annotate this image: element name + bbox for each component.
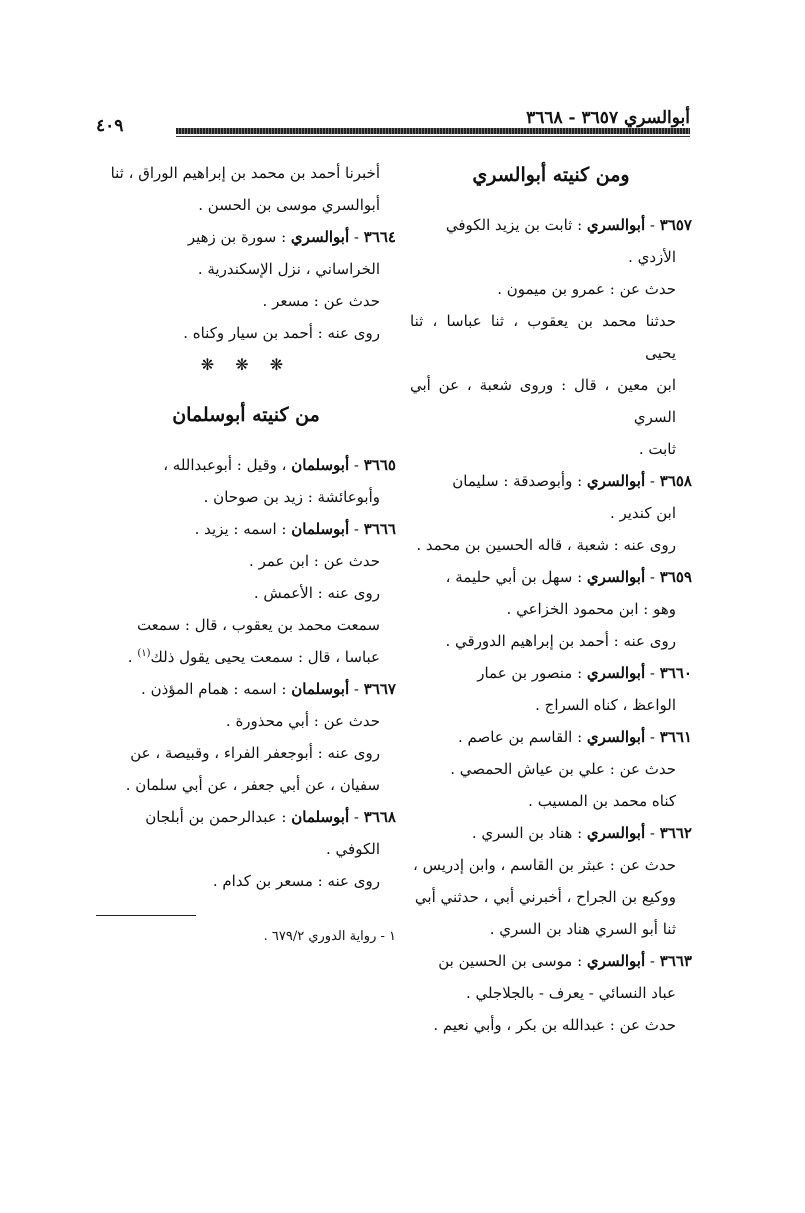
entry-name: أبوالسري xyxy=(586,472,646,490)
line-text: سفيان ، عن أبي جعفر ، عن أبي سلمان . xyxy=(125,776,380,794)
entry-line: ٣٦٥٨ - أبوالسري : وأبوصدقة : سليمان xyxy=(452,472,692,490)
line-text: حدث عن : عبدالله بن بكر ، وأبي نعيم . xyxy=(433,1016,676,1034)
line-text: سمعت محمد بن يعقوب ، قال : سمعت xyxy=(136,616,380,634)
text-line xyxy=(410,369,692,433)
line-text: : ثابت بن يزيد الكوفي xyxy=(445,216,587,234)
text-line xyxy=(410,753,692,785)
line-text: : سهل بن أبي حليمة ، xyxy=(445,568,587,586)
entry-name: أبوالسري xyxy=(586,824,646,842)
entry-number: ٣٦٦٢ xyxy=(659,824,692,842)
header-rule xyxy=(176,128,690,134)
text-line xyxy=(96,189,396,221)
entry-number: ٣٦٦١ xyxy=(659,728,692,746)
line-text: أبوالسري موسى بن الحسن . xyxy=(198,196,380,214)
text-line xyxy=(410,593,692,625)
line-text: كناه محمد بن المسيب . xyxy=(528,792,676,810)
entry-number: ٣٦٦٨ xyxy=(363,808,396,826)
text-line xyxy=(410,689,692,721)
line-text: الأزدي . xyxy=(628,248,676,266)
line-text: : منصور بن عمار xyxy=(477,664,587,682)
text-line xyxy=(96,641,396,673)
entry-name: أبوالسري xyxy=(586,728,646,746)
text-line xyxy=(410,1009,692,1041)
line-text: روى عنه : أبوجعفر الفراء ، وقبيصة ، عن xyxy=(130,744,380,762)
text-line xyxy=(96,577,396,609)
text-line xyxy=(410,977,692,1009)
entry-line: ٣٦٦٠ - أبوالسري : منصور بن عمار xyxy=(477,664,692,682)
text-line xyxy=(96,769,396,801)
entry-name: أبوسلمان xyxy=(291,680,350,698)
text-line xyxy=(96,285,396,317)
text-line xyxy=(410,913,692,945)
line-text: : القاسم بن عاصم . xyxy=(457,728,587,746)
entry-name: أبوالسري xyxy=(586,664,646,682)
line-text: : وأبوصدقة : سليمان xyxy=(452,472,587,490)
text-line xyxy=(410,625,692,657)
entry-number: ٣٦٦٧ xyxy=(363,680,396,698)
left-column-lines-bottom xyxy=(96,449,396,897)
separator-stars: ❋ ❋ ❋ xyxy=(200,355,292,374)
text-line xyxy=(96,545,396,577)
text-line xyxy=(410,497,692,529)
line-text: حدث عن : ابن عمر . xyxy=(249,552,380,570)
text-line xyxy=(96,609,396,641)
line-text: ثنا أبو السري هناد بن السري . xyxy=(489,920,676,938)
line-text: الكوفي . xyxy=(326,840,380,858)
right-column xyxy=(410,157,692,1041)
entry-line: ٣٦٦٨ - أبوسلمان : عبدالرحمن بن أبلجان xyxy=(145,808,396,826)
text-line xyxy=(410,785,692,817)
line-text: أخبرنا أحمد بن محمد بن إبراهيم الوراق ، ثنا xyxy=(110,164,380,182)
line-text: روى عنه : شعبة ، قاله الحسين بن محمد . xyxy=(416,536,676,554)
line-text: حدث عن : علي بن عياش الحمصي . xyxy=(450,760,676,778)
right-column-lines xyxy=(410,209,692,1041)
entry-line: ٣٦٦٥ - أبوسلمان ، وقيل : أبوعبدالله ، xyxy=(163,456,396,474)
text-line xyxy=(410,849,692,881)
section-heading: ومن كنيته أبوالسري xyxy=(472,164,630,186)
left-column xyxy=(96,157,396,948)
entry-number: ٣٦٥٨ xyxy=(659,472,692,490)
running-title: أبوالسري ٣٦٥٧ - ٣٦٦٨ xyxy=(526,108,690,128)
line-text: : هناد بن السري . xyxy=(471,824,587,842)
line-text: وهو : ابن محمود الخزاعي . xyxy=(506,600,676,618)
entry-number: ٣٦٥٧ xyxy=(659,216,692,234)
entry-number: ٣٦٦٠ xyxy=(659,664,692,682)
footnote-marker: (١) xyxy=(137,648,151,659)
entry-number: ٣٦٦٤ xyxy=(363,228,396,246)
entry-number: ٣٦٥٩ xyxy=(659,568,692,586)
entry-line: ٣٦٦١ - أبوالسري : القاسم بن عاصم . xyxy=(457,728,692,746)
entry-name: أبوالسري xyxy=(586,216,646,234)
entry-name: أبوالسري xyxy=(586,952,646,970)
line-text: روى عنه : مسعر بن كدام . xyxy=(212,872,380,890)
page-number: ٤٠٩ xyxy=(96,116,124,136)
text-line xyxy=(410,305,692,369)
line-text: حدث عن : مسعر . xyxy=(262,292,380,310)
text-line xyxy=(96,737,396,769)
line-text: حدث عن : عمرو بن ميمون . xyxy=(497,280,676,298)
line-tail: . xyxy=(127,648,138,666)
entry-number: ٣٦٦٦ xyxy=(363,520,396,538)
text-line xyxy=(410,433,692,465)
entry-line: ٣٦٥٩ - أبوالسري : سهل بن أبي حليمة ، xyxy=(445,568,692,586)
text-line xyxy=(96,317,396,349)
entry-line: ٣٦٥٧ - أبوالسري : ثابت بن يزيد الكوفي xyxy=(445,216,692,234)
text-line xyxy=(410,881,692,913)
footnote-rule xyxy=(96,915,196,916)
entry-name: أبوالسري xyxy=(290,228,350,246)
entry-line: ٣٦٦٣ - أبوالسري : موسى بن الحسين بن xyxy=(438,952,692,970)
line-text: عباسا ، قال : سمعت يحيى يقول ذلك xyxy=(150,648,380,666)
line-text: : موسى بن الحسين بن xyxy=(438,952,587,970)
text-line xyxy=(96,833,396,865)
entry-name: أبوسلمان xyxy=(291,520,350,538)
left-column-lines-top xyxy=(96,157,396,349)
line-text: : سورة بن زهير xyxy=(187,228,291,246)
section-heading: من كنيته أبوسلمان xyxy=(172,404,320,426)
entry-name: أبوسلمان xyxy=(291,808,350,826)
line-text: ابن كندير . xyxy=(609,504,676,522)
line-text: ابن معين ، قال : وروى شعبة ، عن أبي السري xyxy=(410,376,676,426)
line-text: الخراساني ، نزل الإسكندرية . xyxy=(197,260,380,278)
entry-line: ٣٦٦٢ - أبوالسري : هناد بن السري . xyxy=(471,824,692,842)
entry-name: أبوالسري xyxy=(586,568,646,586)
header-rule-thin xyxy=(176,136,690,137)
line-text: : اسمه : همام المؤذن . xyxy=(141,680,292,698)
page-header xyxy=(96,102,690,142)
text-line xyxy=(96,481,396,513)
line-text: ثابت . xyxy=(638,440,676,458)
entry-number: ٣٦٦٣ xyxy=(659,952,692,970)
line-text: ووكيع بن الجراح ، أخبرني أبي ، حدثني أبي xyxy=(414,888,676,906)
line-text: : عبدالرحمن بن أبلجان xyxy=(145,808,292,826)
line-text: روى عنه : أحمد بن سيار وكناه . xyxy=(183,324,380,342)
entry-line: ٣٦٦٦ - أبوسلمان : اسمه : يزيد . xyxy=(194,520,396,538)
line-text: وأبوعائشة : زيد بن صوحان . xyxy=(203,488,380,506)
line-text: الواعظ ، كناه السراج . xyxy=(535,696,676,714)
line-text: روى عنه : الأعمش . xyxy=(253,584,380,602)
line-text: عباد النسائي - يعرف - بالجلاجلي . xyxy=(465,984,676,1002)
entry-number: ٣٦٦٥ xyxy=(363,456,396,474)
text-line xyxy=(96,865,396,897)
line-text: ، وقيل : أبوعبدالله ، xyxy=(163,456,292,474)
text-line xyxy=(410,529,692,561)
text-line xyxy=(410,273,692,305)
text-line xyxy=(96,253,396,285)
text-line xyxy=(410,241,692,273)
line-text: : اسمه : يزيد . xyxy=(194,520,292,538)
line-text: حدثنا محمد بن يعقوب ، ثنا عباسا ، ثنا يحيى xyxy=(410,312,676,362)
line-text: حدث عن : أبي محذورة . xyxy=(225,712,380,730)
entry-name: أبوسلمان xyxy=(291,456,350,474)
footnote: ١ - رواية الدوري ٦٧٩/٢ . xyxy=(263,929,396,944)
text-line xyxy=(96,705,396,737)
text-line xyxy=(96,157,396,189)
entry-line: ٣٦٦٧ - أبوسلمان : اسمه : همام المؤذن . xyxy=(141,680,396,698)
line-text: حدث عن : عبثر بن القاسم ، وابن إدريس ، xyxy=(413,856,676,874)
entry-line: ٣٦٦٤ - أبوالسري : سورة بن زهير xyxy=(187,228,396,246)
line-text: روى عنه : أحمد بن إبراهيم الدورقي . xyxy=(445,632,676,650)
